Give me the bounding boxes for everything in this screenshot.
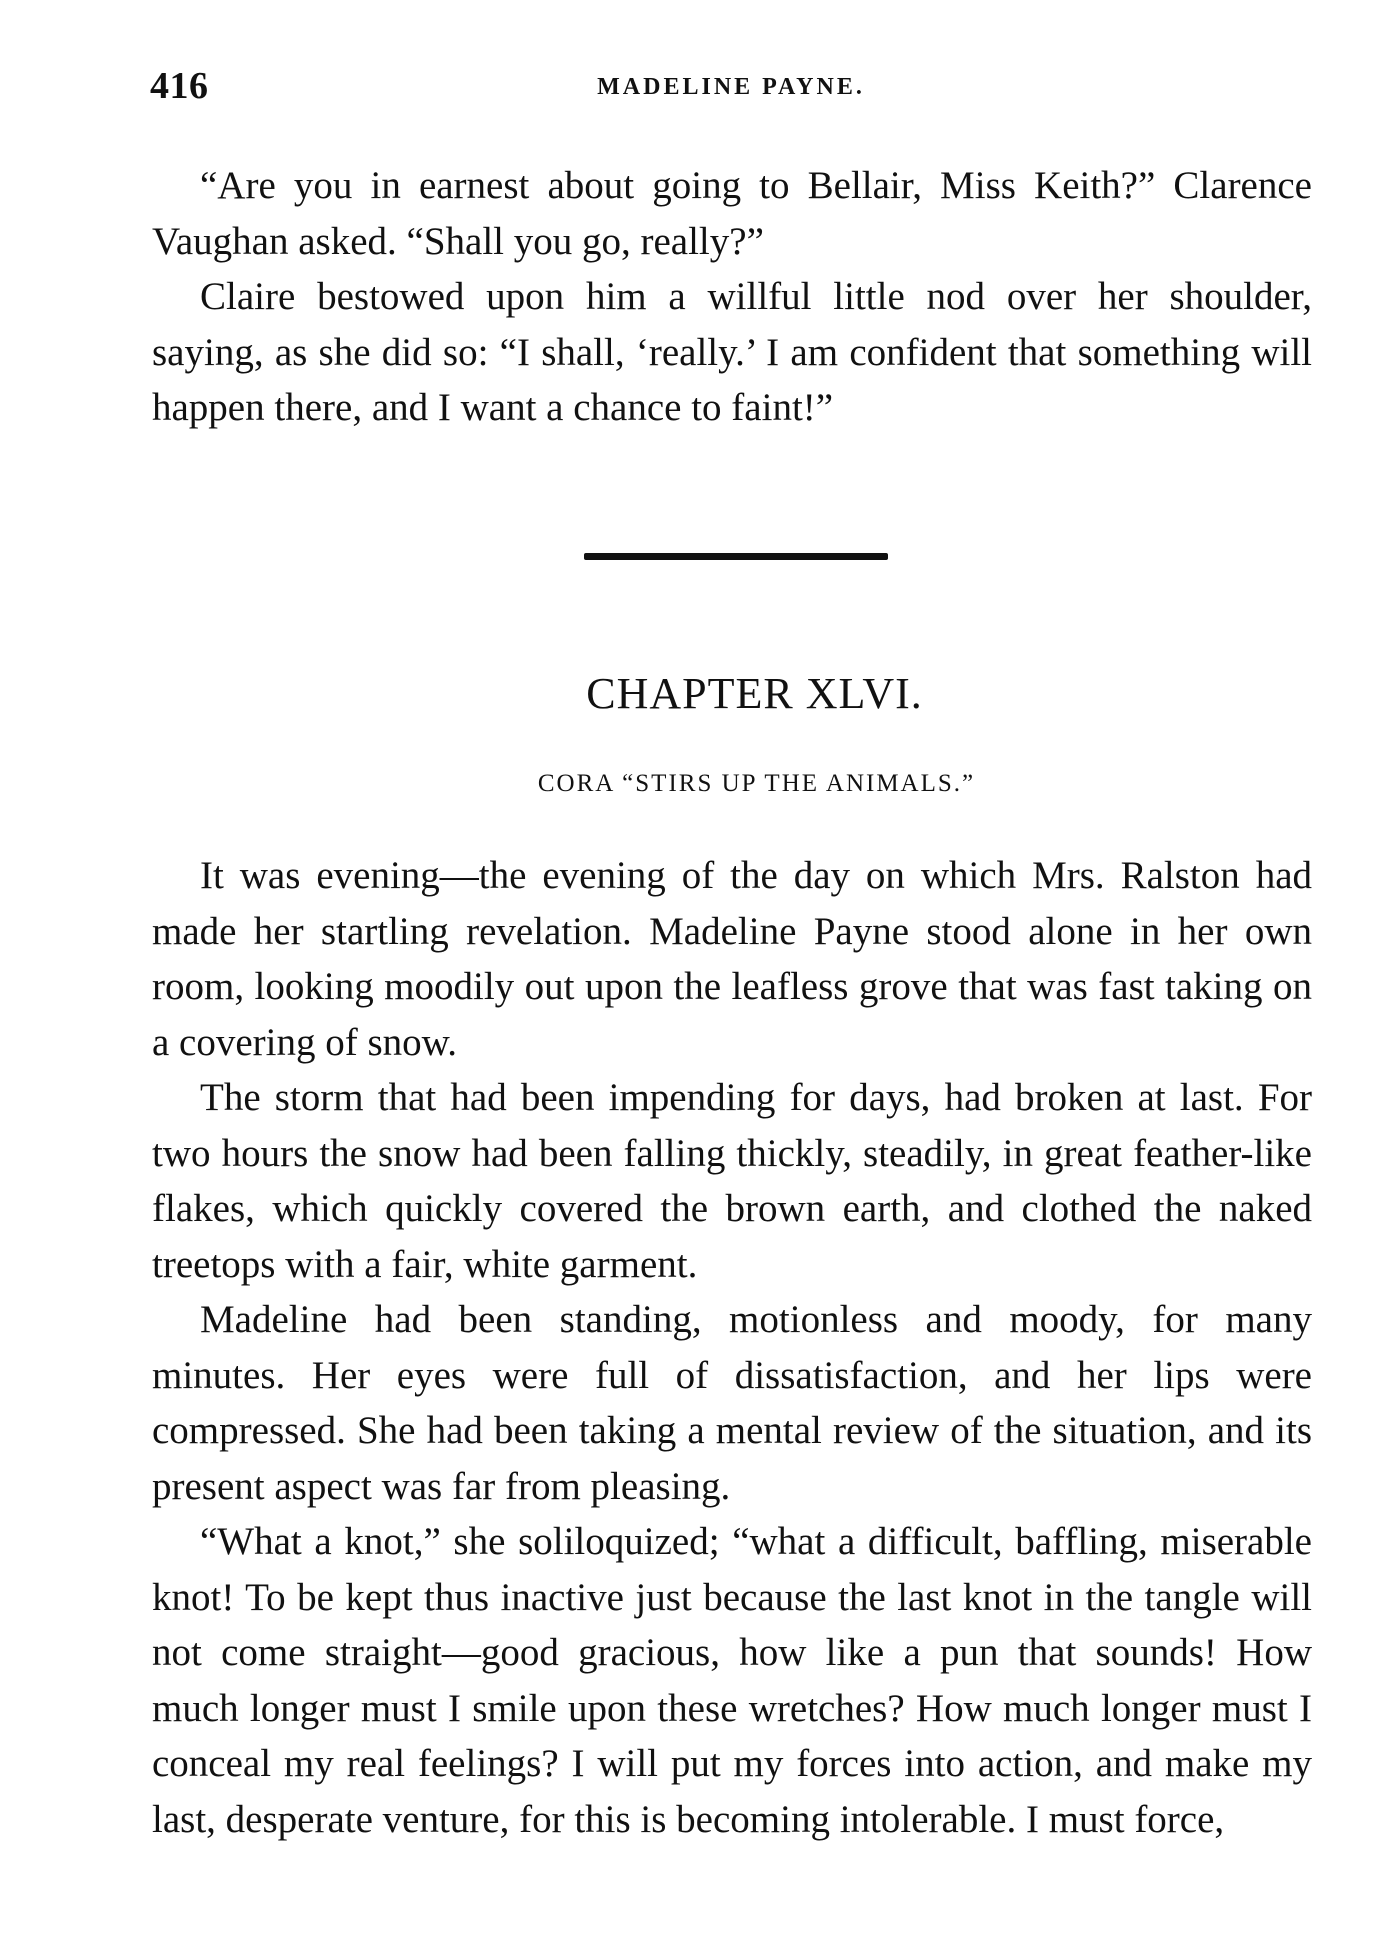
paragraph: “What a knot,” she soliloquized; “what a difficult, baffling, miserable knot! To be kept thus inactive just because the last knot in the tangle will not come straight—good gracious, how like a pun that sounds! How much longer must I smile upon these wretches? How much longer must I conceal my real feelings? I will put my forces into action, and make my last, desperate venture, for this is becoming intolerable. I must force, (152, 1520, 1312, 1841)
paragraph: It was evening—the evening of the day on which Mrs. Ralston had made her startling revelation. Madeline Payne stood alone in her own room, looking moodily out upon the leafless grove that was fast taking on a covering of snow. (152, 854, 1312, 1064)
chapter-subtitle: CORA “STIRS UP THE ANIMALS.” (537, 770, 976, 797)
paragraph: The storm that had been impending for days, had broken at last. For two hours the snow had been falling thickly, steadily, in great feather-like flakes, which quickly covered the brown earth, and clothed the naked treetops with a fair, white garment. (152, 1076, 1312, 1286)
running-head (150, 64, 1312, 114)
chapter-body (152, 848, 1312, 1847)
section-separator (584, 553, 888, 560)
paragraph: “Are you in earnest about going to Bellair, Miss Keith?” Clarence Vaughan asked. “Shall you go, really?” (152, 164, 1312, 263)
paragraph: Madeline had been standing, motionless and moody, for many minutes. Her eyes were full of dissatisfaction, and her lips were compressed. She had been taking a mental review of the situation, and its present aspect was far from pleasing. (152, 1298, 1312, 1508)
opening-text (152, 158, 1312, 436)
page-number: 416 (150, 65, 209, 107)
paragraph: Claire bestowed upon him a willful little nod over her shoulder, saying, as she did so: “I shall, ‘really.’ I am confident that something will happen there, and I want a chance to faint!” (152, 275, 1312, 429)
chapter-title: CHAPTER XLVI. (586, 669, 923, 718)
book-title: MADELINE PAYNE. (597, 74, 865, 100)
